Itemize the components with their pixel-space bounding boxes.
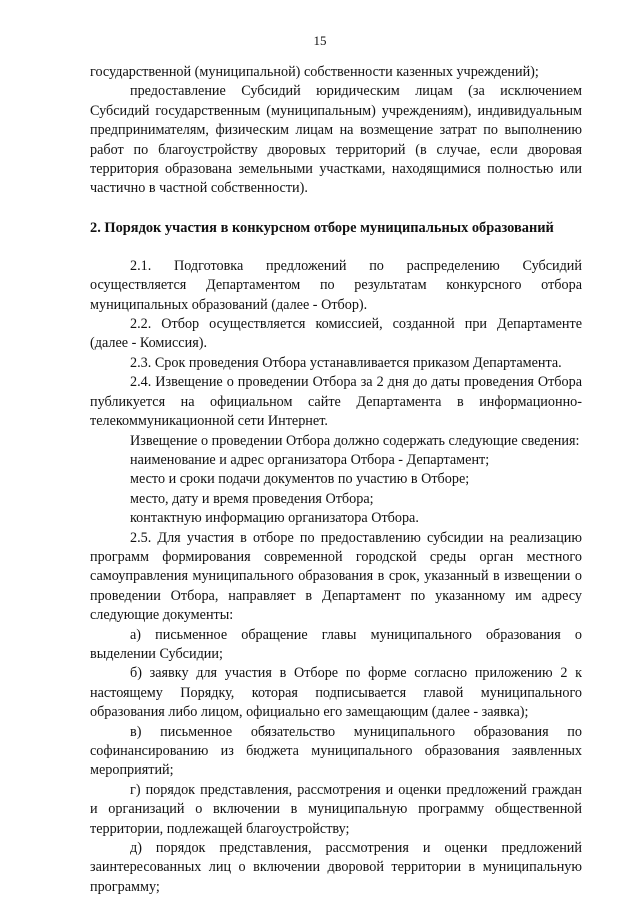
paragraph: г) порядок представления, рассмотрения и оценки предложений граждан и организаций о включении в муниципальную программу общественной территории, подлежащей благоустройству; (90, 781, 582, 837)
paragraph-continuation: государственной (муниципальной) собственности казенных учреждений); (90, 64, 539, 80)
paragraph: 2.3. Срок проведения Отбора устанавливается приказом Департамента. (130, 354, 562, 371)
section-paragraphs (90, 257, 582, 897)
list-item: наименование и адрес организатора Отбора - Департамент; (130, 451, 490, 468)
paragraph: в) письменное обязательство муниципального образования по софинансированию из бюджета муниципального образования заявленных мероприятий; (90, 723, 582, 779)
section-heading: 2. Порядок участия в конкурсном отборе муниципальных образований (90, 219, 554, 236)
paragraph: 2.4. Извещение о проведении Отбора за 2 дня до даты проведения Отбора публикуется на официальном сайте Департамента в информационно-телекоммуникационной сети Интернет. (90, 374, 582, 430)
paragraph: 2.1. Подготовка предложений по распределению Субсидий осуществляется Департаментом по результатам конкурсного отбора муниципальных образований (далее - Отбор). (90, 257, 582, 313)
paragraph-subsidies: предоставление Субсидий юридическим лицам (за исключением Субсидий государственным (муниципальным) учреждениям), индивидуальным предпринимателям, физическим лицам на возмещение затрат по выполнению работ по благоустройству дворовых территорий (в случае, если дворовая территория образована земельными участками, находящимися полностью или частично в частной собственности). (90, 83, 582, 197)
list-item: контактную информацию организатора Отбора. (130, 510, 419, 527)
paragraph: б) заявку для участия в Отборе по форме согласно приложению 2 к настоящему Порядку, которая подписывается главой муниципального образования либо лицом, официально его замещающим (далее - заявка); (90, 665, 582, 721)
paragraph: д) порядок представления, рассмотрения и оценки предложений заинтересованных лиц о включении дворовой территории в муниципальную программу; (90, 840, 582, 895)
list-item: место, дату и время проведения Отбора; (130, 490, 374, 507)
list-item: место и сроки подачи документов по участию в Отборе; (130, 471, 470, 488)
paragraph: а) письменное обращение главы муниципального образования о выделении Субсидии; (90, 626, 582, 662)
paragraph: Извещение о проведении Отбора должно содержать следующие сведения: (130, 432, 580, 449)
paragraph: 2.5. Для участия в отборе по предоставлению субсидии на реализацию программ формирования современной городской среды орган местного самоуправления муниципального образования в срок, указанный в извещении о проведении Отбора, направляет в Департамент по указанному им адресу следующие документы: (90, 529, 582, 624)
page-number: 15 (313, 33, 327, 48)
paragraph: 2.2. Отбор осуществляется комиссией, созданной при Департаменте (далее - Комиссия). (90, 316, 582, 352)
document-body (90, 63, 582, 897)
